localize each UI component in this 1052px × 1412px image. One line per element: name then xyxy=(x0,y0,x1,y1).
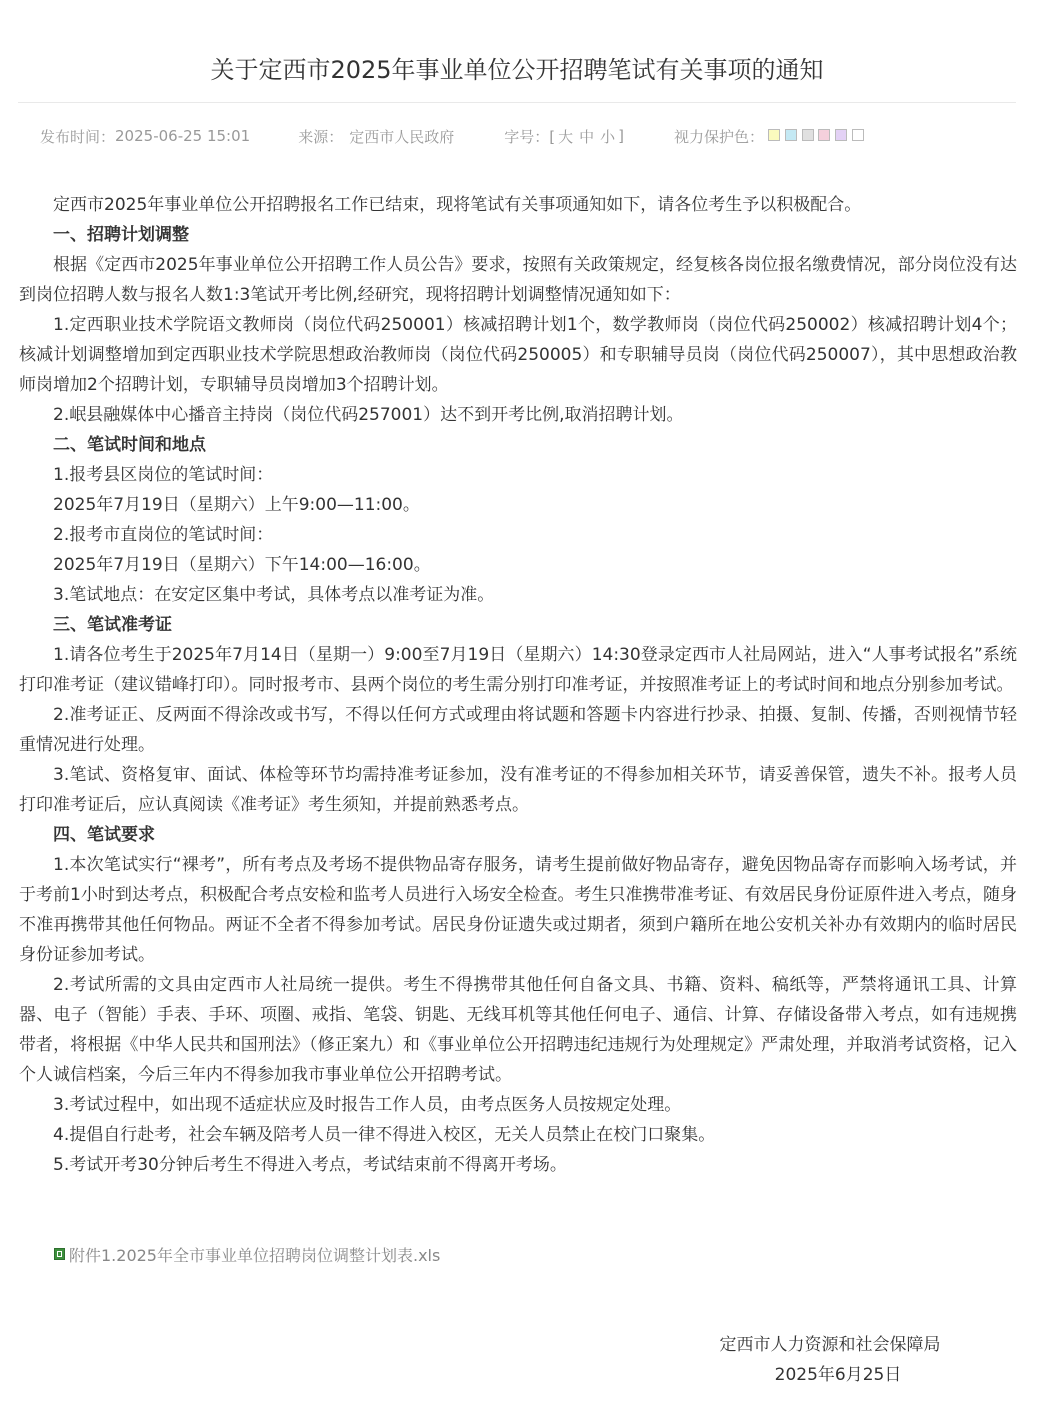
body-paragraph: 3.笔试地点：在安定区集中考试，具体考点以准考证为准。 xyxy=(53,585,495,605)
intro-paragraph: 定西市2025年事业单位公开招聘报名工作已结束，现将笔试有关事项通知如下，请各位考生予以积极配合。 xyxy=(53,195,862,215)
body-paragraph: 5.考试开考30分钟后考生不得进入考点，考试结束前不得离开考场。 xyxy=(53,1155,567,1175)
body-paragraph: 根据《定西市2025年事业单位公开招聘工作人员公告》要求，按照有关政策规定，经复核各岗位报名缴费情况，部分岗位没有达到岗位招聘人数与报名人数1:3笔试开考比例,经研究，现将招聘计划调整情况通知如下： xyxy=(19,255,1017,305)
signature-date: 2025年6月25日 xyxy=(774,1365,902,1385)
eye-color-swatch-purple[interactable] xyxy=(835,129,847,141)
font-size-large-button[interactable]: 大 xyxy=(558,127,574,146)
publish-time: 2025-06-25 15:01 xyxy=(115,127,251,145)
font-size-label: 字号：[ xyxy=(504,127,556,146)
body-paragraph: 3.笔试、资格复审、面试、体检等环节均需持准考证参加，没有准考证的不得参加相关环节，请妥善保管，遗失不补。报考人员打印准考证后，应认真阅读《准考证》考生须知，并提前熟悉考点。 xyxy=(19,765,1017,815)
body-paragraph: 1.定西职业技术学院语文教师岗（岗位代码250001）核减招聘计划1个，数学教师岗（岗位代码250002）核减招聘计划4个；核减计划调整增加到定西职业技术学院思想政治教师岗（岗位代码250005）和专职辅导员岗（岗位代码250007），其中思想政治教师岗增加2个招聘计划，专职辅导员岗增加3个招聘计划。 xyxy=(19,315,1017,395)
signature-block xyxy=(700,1330,960,1390)
page-title: 关于定西市2025年事业单位公开招聘笔试有关事项的通知 xyxy=(210,56,824,84)
eye-color-swatches xyxy=(768,127,864,145)
font-size-medium-button[interactable]: 中 xyxy=(579,127,595,146)
eye-color-swatch-white[interactable] xyxy=(852,129,864,141)
eye-protection-label: 视力保护色： xyxy=(673,127,764,146)
body-paragraph: 2025年7月19日（星期六）上午9:00—11:00。 xyxy=(53,495,420,515)
eye-color-swatch-pink[interactable] xyxy=(818,129,830,141)
signature-org: 定西市人力资源和社会保障局 xyxy=(719,1335,941,1355)
body-paragraph: 2025年7月19日（星期六）下午14:00—16:00。 xyxy=(53,555,431,575)
section-heading: 二、笔试时间和地点 xyxy=(53,435,206,455)
body-paragraph: 2.考试所需的文具由定西市人社局统一提供。考生不得携带其他任何自备文具、书籍、资料、稿纸等，严禁将通讯工具、计算器、电子（智能）手表、手环、项圈、戒指、笔袋、钥匙、无线耳机等其他任何电子、通信、计算、存储设备带入考点，如有违规携带者，将根据《中华人民共和国刑法》（修正案九）和《事业单位公开招聘违纪违规行为处理规定》严肃处理，并取消考试资格，记入个人诚信档案，今后三年内不得参加我市事业单位公开招聘考试。 xyxy=(19,975,1017,1085)
source-label: 来源： xyxy=(298,127,344,146)
body-paragraph: 1.请各位考生于2025年7月14日（星期一）9:00至7月19日（星期六）14:30登录定西市人社局网站，进入“人事考试报名”系统打印准考证（建议错峰打印）。同时报考市、县两个岗位的考生需分别打印准考证，并按照准考证上的考试时间和地点分别参加考试。 xyxy=(19,645,1017,695)
font-size-small-button[interactable]: 小 xyxy=(600,127,616,146)
body-paragraph: 2.准考证正、反两面不得涂改或书写，不得以任何方式或理由将试题和答题卡内容进行抄录、拍摄、复制、传播，否则视情节轻重情况进行处理。 xyxy=(19,705,1017,755)
source-value: 定西市人民政府 xyxy=(349,127,455,146)
eye-color-swatch-blue[interactable] xyxy=(785,129,797,141)
section-heading: 四、笔试要求 xyxy=(53,825,155,845)
body-paragraph: 2.岷县融媒体中心播音主持岗（岗位代码257001）达不到开考比例,取消招聘计划。 xyxy=(53,405,684,425)
font-size-bracket: ] xyxy=(618,127,624,145)
article-meta xyxy=(40,124,864,148)
attachment-link[interactable] xyxy=(54,1240,440,1268)
eye-color-swatch-gray[interactable] xyxy=(802,129,814,141)
excel-file-icon xyxy=(54,1248,65,1260)
eye-color-swatch-yellow[interactable] xyxy=(768,129,780,141)
body-paragraph: 4.提倡自行赴考，社会车辆及陪考人员一律不得进入校区，无关人员禁止在校门口聚集。 xyxy=(53,1125,716,1145)
section-heading: 一、招聘计划调整 xyxy=(53,225,189,245)
body-paragraph: 3.考试过程中，如出现不适症状应及时报告工作人员，由考点医务人员按规定处理。 xyxy=(53,1095,682,1115)
attachment-label[interactable]: 附件1.2025年全市事业单位招聘岗位调整计划表.xls xyxy=(69,1245,441,1265)
title-divider xyxy=(18,102,1016,103)
body-paragraph: 2.报考市直岗位的笔试时间： xyxy=(53,525,274,545)
article-body xyxy=(19,190,1017,1180)
body-paragraph: 1.报考县区岗位的笔试时间： xyxy=(53,465,274,485)
section-heading: 三、笔试准考证 xyxy=(53,615,172,635)
body-paragraph: 1.本次笔试实行“裸考”，所有考点及考场不提供物品寄存服务，请考生提前做好物品寄存，避免因物品寄存而影响入场考试，并于考前1小时到达考点，积极配合考点安检和监考人员进行入场安全检查。考生只准携带准考证、有效居民身份证原件进入考点，随身不准再携带其他任何物品。两证不全者不得参加考试。居民身份证遗失或过期者，须到户籍所在地公安机关补办有效期内的临时居民身份证参加考试。 xyxy=(19,855,1017,965)
publish-time-label: 发布时间： xyxy=(40,127,116,146)
